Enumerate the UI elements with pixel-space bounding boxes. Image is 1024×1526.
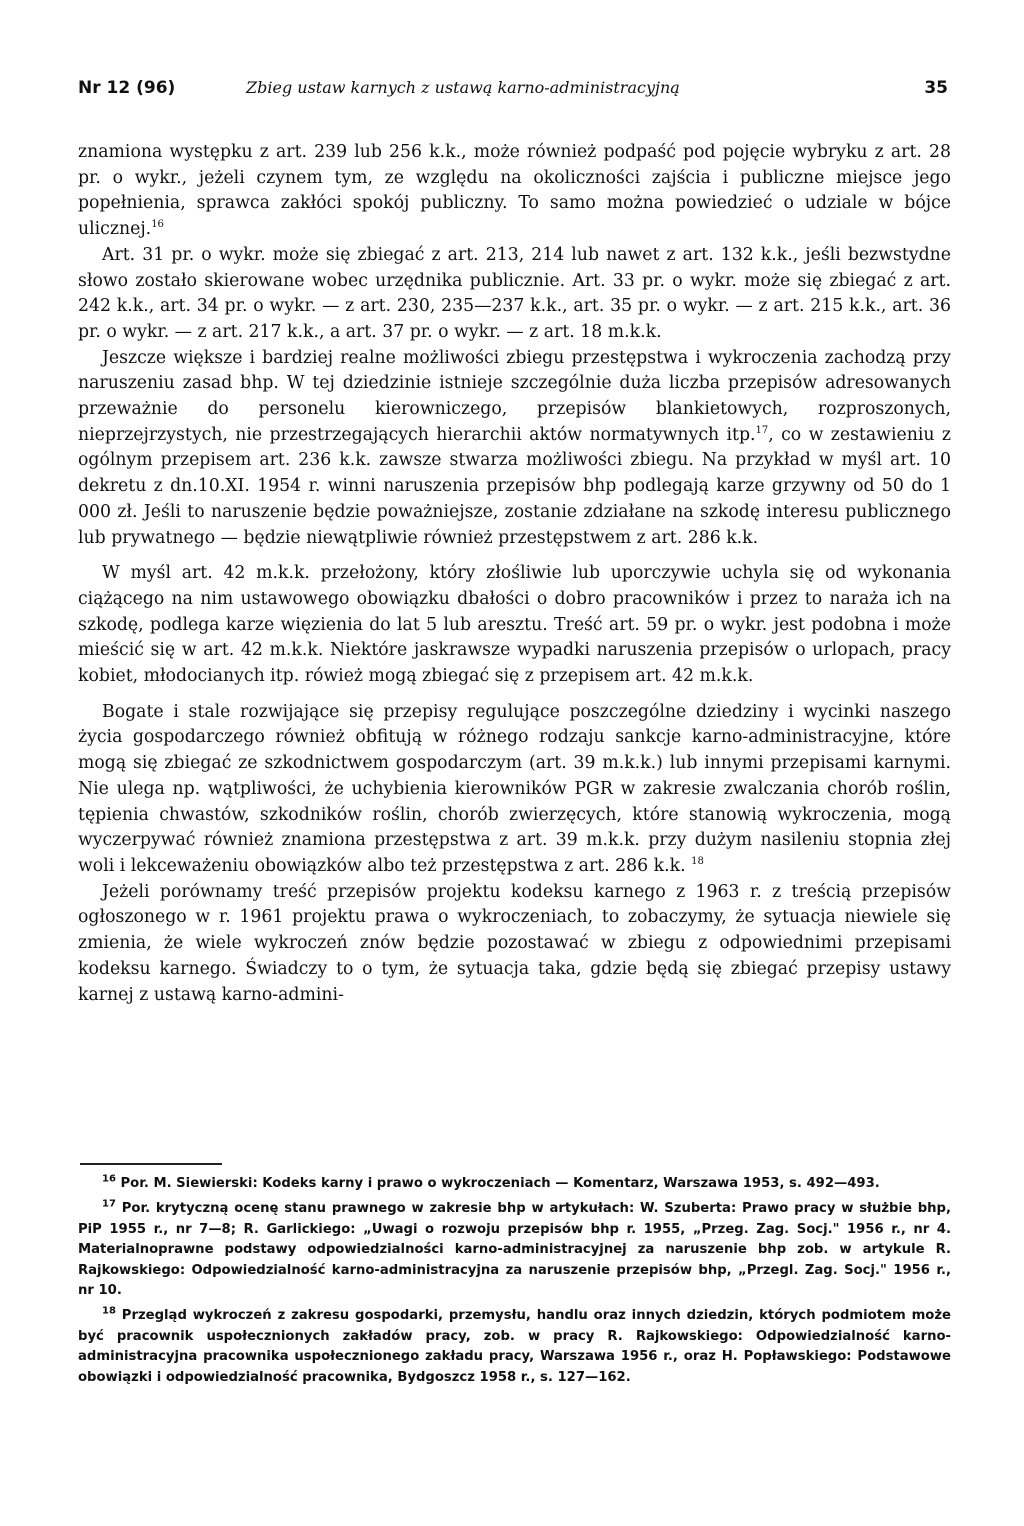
main-text bbox=[78, 140, 951, 1008]
paragraph-4: W myśl art. 42 m.k.k. przełożony, który złośliwie lub uporczywie uchyla się od wykonania ciążącego na nim ustawowego obowiązku dbałości o dobro pracowników i przez to naraża ich na szkodę, podlega karze więzienia do lat 5 lub aresztu. Treść art. 59 pr. o wykr. jest podobna i może mieścić się w art. 42 m.k.k. Niektóre jaskrawsze wypadki naruszenia przepisów o urlopach, pracy kobiet, młodocianych itp. rówież mogą zbiegać się z przepisem art. 42 m.k.k. bbox=[78, 563, 951, 687]
paragraph-3: Jeszcze większe i bardziej realne możliwości zbiegu przestępstwa i wykroczenia zachodzą przy naruszeniu zasad bhp. W tej dziedzinie istnieje szczególnie duża liczba przepisów adresowanych przeważnie do personelu kierowniczego, przepisów blankietowych, rozproszonych, nieprzejrzystych, nie przestrzegających hierarchii aktów normatywnych itp.$^{17}$, co w zestawieniu z ogólnym przepisem art. 236 k.k. zawsze stwarza możliwości zbiegu. Na przykład w myśl art. 10 dekretu z dn.10.XI. 1954 r. winni naruszenia przepisów bhp podlegają karze grzywny od 50 do 1 000 zł. Jeśli to naruszenie będzie poważniejsze, zostanie zdziałane na szkodę interesu publicznego lub prywatnego — będzie niewątpliwie również przestępstwem z art. 286 k.k. bbox=[78, 347, 951, 548]
paragraph-5: Bogate i stale rozwijające się przepisy regulujące poszczególne dziedziny i wycinki naszego życia gospodarczego również obfitują w różnego rodzaju sankcje karno-administracyjne, które mogą się zbiegać ze szkodnictwem gospodarczym (art. 39 m.k.k.) lub innymi przepisami karnymi. Nie ulega np. wątpliwości, że uchybienia kierowników PGR w zakresie zwalczania chorób roślin, tępienia chwastów, szkodników roślin, chorób zwierzęcych, które stanowią wykroczenia, mogą wyczerpywać również znamiona przestępstwa z art. 39 m.k.k. przy dużym nasileniu stopnia złej woli i lekceważeniu obowiązków albo też przestępstwa z art. 286 k.k. $^{18}$ bbox=[78, 701, 951, 876]
issue-number: Nr 12 (96) bbox=[78, 78, 176, 98]
footnote-18: $^{18}$ Przegląd wykroczeń z zakresu gospodarki, przemysłu, handlu oraz innych dziedzin, których podmiotem może być pracownik uspołecznionych zakładów pracy, zob. w pracy R. Rajkowskiego: Odpowiedzialność karno-administracyjna pracownika uspołecznionego zakładu pracy, Warszawa 1956 r., oraz H. Popławskiego: Podstawowe obowiązki i odpowiedzialność pracownika, Bydgoszcz 1958 r., s. 127—162. bbox=[78, 1306, 951, 1385]
footnote-17: $^{17}$ Por. krytyczną ocenę stanu prawnego w zakresie bhp w artykułach: W. Szuberta: Prawo pracy w służbie bhp, PiP 1955 r., nr 7—8; R. Garlickiego: „Uwagi o rozwoju przepisów bhp r. 1955, „Przeg. Zag. Socj." 1956 r., nr 4. Materialnoprawne podstawy odpowiedzialności karno-administracyjnej za naruszenie bhp zob. w artykule R. Rajkowskiego: Odpowiedzialność karno-administracyjna za naruszenie przepisów bhp, „Przegl. Zag. Socj." 1956 r., nr 10. bbox=[78, 1199, 951, 1299]
paragraph-2: Art. 31 pr. o wykr. może się zbiegać z art. 213, 214 lub nawet z art. 132 k.k., jeśli bezwstydne słowo zostało skierowane wobec urzędnika publicznie. Art. 33 pr. o wykr. może się zbiegać z art. 242 k.k., art. 34 pr. o wykr. — z art. 230, 235—237 k.k., art. 35 pr. o wykr. — z art. 215 k.k., art. 36 pr. o wykr. — z art. 217 k.k., a art. 37 pr. o wykr. — z art. 18 m.k.k. bbox=[78, 244, 951, 342]
footnote-ref-18[interactable]: 18 bbox=[691, 856, 704, 868]
footnote-number: 18 bbox=[102, 1306, 116, 1318]
running-header bbox=[78, 78, 948, 102]
footnote-ref-17[interactable]: 17 bbox=[755, 424, 769, 436]
page-number: 35 bbox=[924, 78, 948, 98]
footnotes bbox=[78, 1174, 951, 1393]
footnote-ref-16[interactable]: 16 bbox=[151, 219, 164, 231]
footnote-16: $^{16}$ Por. M. Siewierski: Kodeks karny i prawo o wykroczeniach — Komentarz, Warszawa 1953, s. 492—493. bbox=[102, 1173, 880, 1191]
paragraph-1: znamiona występku z art. 239 lub 256 k.k., może również podpaść pod pojęcie wybryku z art. 28 pr. o wykr., jeżeli czynem tym, ze względu na okoliczności zajścia i publiczne miejsce jego popełnienia, sprawca zakłóci spokój publiczny. To samo można powiedzieć o udziale w bójce ulicznej.$^{16}$ bbox=[78, 142, 951, 240]
footnote-divider bbox=[80, 1163, 222, 1165]
paragraph-6: Jeżeli porównamy treść przepisów projektu kodeksu karnego z 1963 r. z treścią przepisów ogłoszonego w r. 1961 projektu prawa o wykroczeniach, to zobaczymy, że sytuacja niewiele się zmienia, że wiele wykroczeń znów będzie pozostawać w zbiegu z odpowiednimi przepisami kodeksu karnego. Świadczy to o tym, że sytuacja taka, gdzie będą się zbiegać przepisy ustawy karnej z ustawą karno-admini- bbox=[78, 881, 951, 1005]
footnote-number: 17 bbox=[102, 1199, 116, 1211]
running-title: Zbieg ustaw karnych z ustawą karno-administracyjną bbox=[246, 78, 680, 97]
footnote-number: 16 bbox=[102, 1173, 116, 1185]
